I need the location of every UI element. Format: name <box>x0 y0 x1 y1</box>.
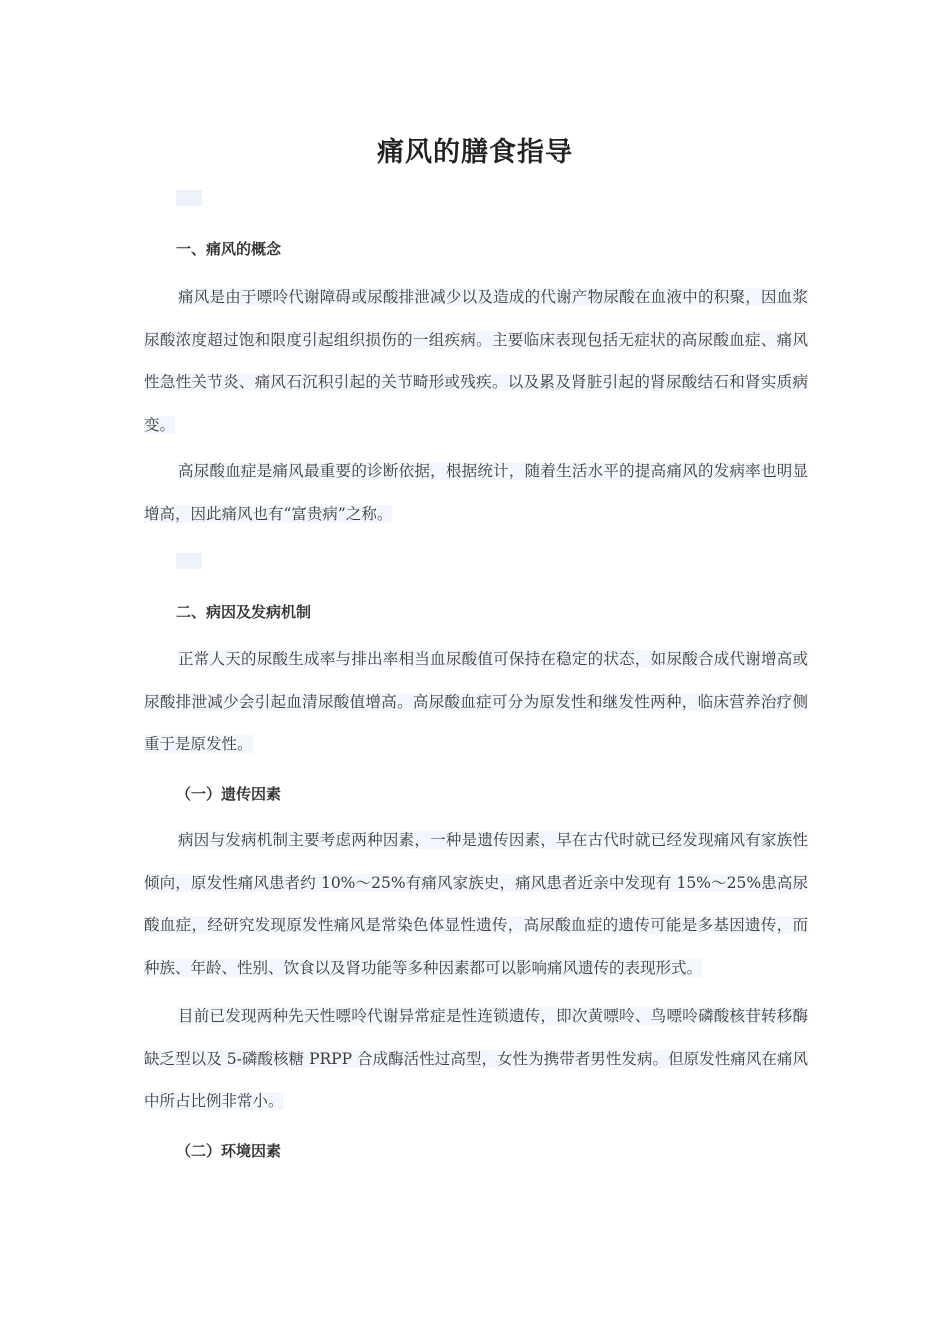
paragraph-text: 正常人天的尿酸生成率与排出率相当血尿酸值可保持在稳定的状态，如尿酸合成代谢增高或尿酸排泄减少会引起血清尿酸值增高。高尿酸血症可分为原发性和继发性两种，临床营养治疗侧重于是原发性。 <box>144 650 808 753</box>
paragraph-etiology-intro <box>144 638 808 766</box>
paragraph-genetic-disorders <box>144 995 808 1123</box>
empty-placeholder-block <box>176 190 202 206</box>
section-heading-etiology: 二、病因及发病机制 <box>176 603 312 621</box>
paragraph-concept-definition <box>144 276 808 446</box>
paragraph-concept-diagnosis <box>144 450 808 535</box>
paragraph-text: 病因与发病机制主要考虑两种因素，一种是遗传因素，早在古代时就已经发现痛风有家族性倾向，原发性痛风患者约 10%～25%有痛风家族史，痛风患者近亲中发现有 15%～25%患高尿酸血症，经研究发现原发性痛风是常染色体显性遗传，高尿酸血症的遗传可能是多基因遗传，而种族、年龄、性别、饮食以及肾功能等多种因素都可以影响痛风遗传的表现形式。 <box>144 831 808 977</box>
document-title: 痛风的膳食指导 <box>377 137 573 168</box>
paragraph-text: 痛风是由于嘌呤代谢障碍或尿酸排泄减少以及造成的代谢产物尿酸在血液中的积聚，因血浆尿酸浓度超过饱和限度引起组织损伤的一组疾病。主要临床表现包括无症状的高尿酸血症、痛风性急性关节炎、痛风石沉积引起的关节畸形或残疾。以及累及肾脏引起的肾尿酸结石和肾实质病变。 <box>144 288 808 434</box>
paragraph-text: 目前已发现两种先天性嘌呤代谢异常症是性连锁遗传，即次黄嘌呤、鸟嘌呤磷酸核苷转移酶缺乏型以及 5-磷酸核糖 PRPP 合成酶活性过高型，女性为携带者男性发病。但原发性痛风在痛风中所占比例非常小。 <box>144 1007 808 1110</box>
section-heading-concept: 一、痛风的概念 <box>176 240 282 258</box>
paragraph-text: 高尿酸血症是痛风最重要的诊断依据，根据统计，随着生活水平的提高痛风的发病率也明显增高，因此痛风也有“富贵病”之称。 <box>144 462 808 523</box>
empty-placeholder-block <box>176 553 202 569</box>
paragraph-genetic-factors <box>144 819 808 989</box>
subsection-heading-genetic: （一）遗传因素 <box>176 785 282 803</box>
subsection-heading-environment: （二）环境因素 <box>176 1142 282 1160</box>
